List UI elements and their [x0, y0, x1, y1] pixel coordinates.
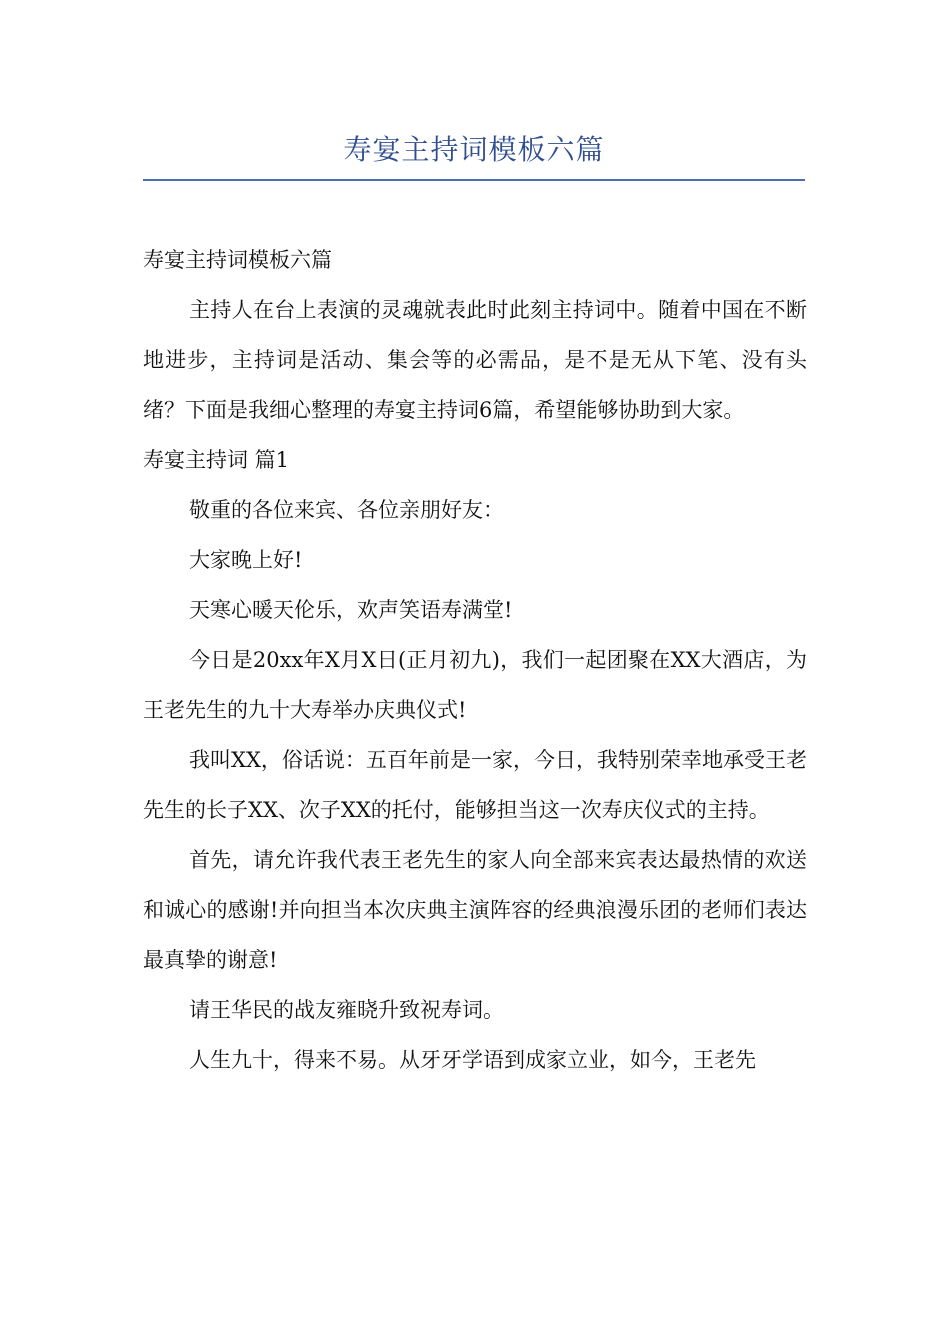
- paragraph: 今日是20xx年X月X日(正月初九)，我们一起团聚在XX大酒店，为王老先生的九十大寿举办庆典仪式!: [143, 648, 807, 722]
- intro-paragraph: 主持人在台上表演的灵魂就表此时此刻主持词中。随着中国在不断地进步，主持词是活动、集会等的必需品，是不是无从下笔、没有头绪？下面是我细心整理的寿宴主持词6篇，希望能够协助到大家。: [143, 298, 807, 422]
- paragraph: 请王华民的战友雍晓升致祝寿词。: [189, 998, 504, 1022]
- title-divider: [143, 179, 805, 181]
- paragraph: 大家晚上好!: [189, 548, 303, 572]
- paragraph: 我叫XX，俗话说：五百年前是一家，今日，我特别荣幸地承受王老先生的长子XX、次子XX的托付，能够担当这一次寿庆仪式的主持。: [143, 748, 807, 822]
- paragraph: 天寒心暖天伦乐，欢声笑语寿满堂!: [189, 598, 513, 622]
- document-body: [143, 235, 807, 1085]
- subtitle-paragraph: 寿宴主持词模板六篇: [143, 248, 332, 272]
- paragraph: 人生九十，得来不易。从牙牙学语到成家立业，如今，王老先: [189, 1048, 756, 1072]
- section-heading: 寿宴主持词 篇1: [143, 448, 290, 472]
- document-title: 寿宴主持词模板六篇: [343, 133, 605, 166]
- paragraph: 首先，请允许我代表王老先生的家人向全部来宾表达最热情的欢送和诚心的感谢!并向担当本次庆典主演阵容的经典浪漫乐团的老师们表达最真挚的谢意!: [143, 848, 807, 972]
- greeting-paragraph: 敬重的各位来宾、各位亲朋好友：: [189, 498, 504, 522]
